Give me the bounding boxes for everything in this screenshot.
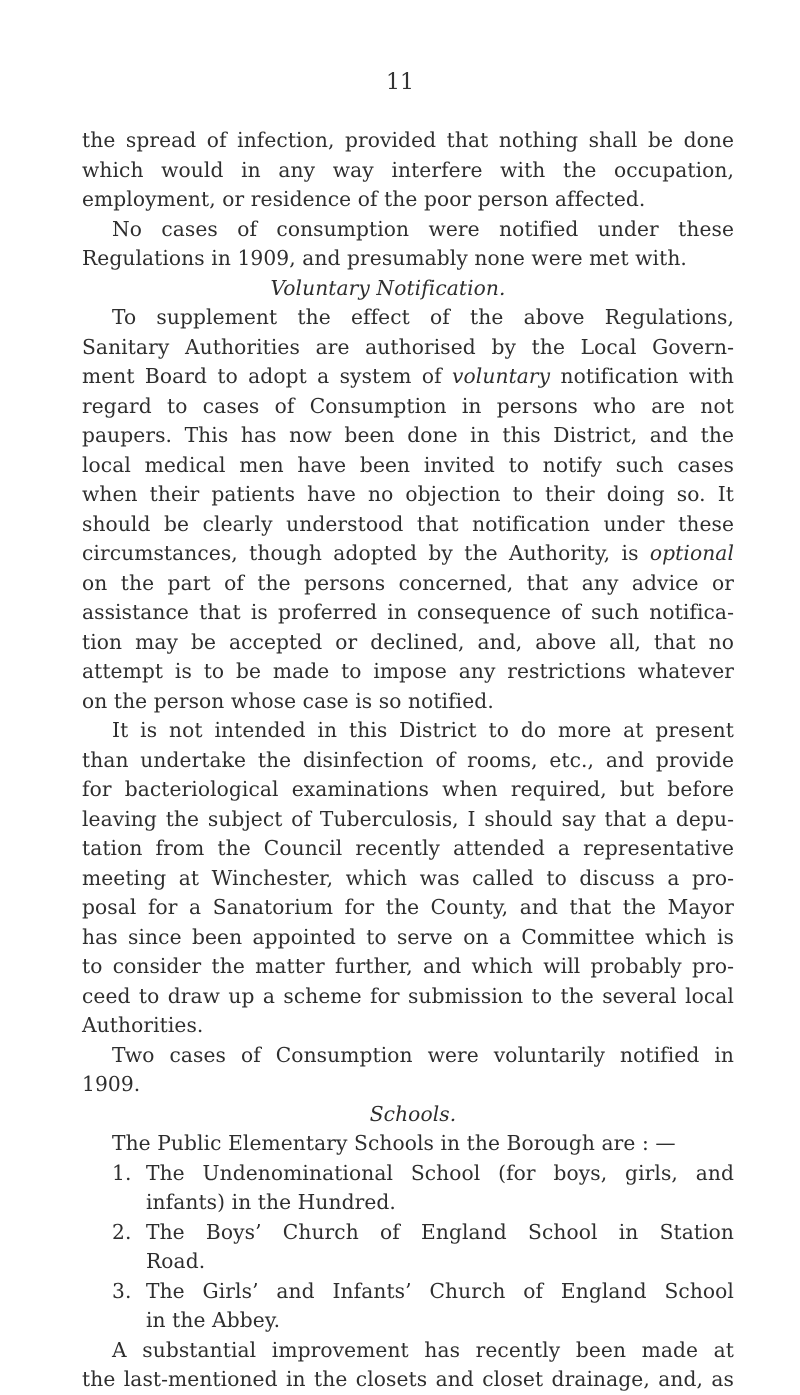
body-text <box>82 126 734 1395</box>
section-heading-schools: Schools. <box>369 1101 457 1126</box>
list-item <box>82 1218 734 1277</box>
list-item-text: The Girls’ and Infants’ Church of England School <box>146 1278 734 1303</box>
text-line: ceed to draw up a scheme for submission to the several local <box>82 983 734 1008</box>
list-item-continuation: Road. <box>146 1249 206 1273</box>
list-item-first-line <box>112 1277 734 1307</box>
list-item-continuation: infants) in the Hundred. <box>146 1190 396 1214</box>
text-line: which would in any way interfere with the occupation, <box>82 157 734 182</box>
paragraph-no-cases <box>82 215 734 274</box>
text-line: Regulations in 1909, and presumably none were met with. <box>82 246 687 270</box>
list-item <box>82 1159 734 1218</box>
text-line: The Public Elementary Schools in the Borough are : — <box>112 1131 676 1155</box>
text-line: Sanitary Authorities are authorised by the Local Govern- <box>82 334 734 359</box>
text-segment: notification with <box>550 364 735 388</box>
list-item-text: The Boys’ Church of England School in Station <box>146 1219 734 1244</box>
list-item <box>82 1277 734 1336</box>
page-number: 11 <box>386 70 414 95</box>
paragraph-two-cases <box>82 1041 734 1100</box>
text-line: on the part of the persons concerned, that any advice or <box>82 570 734 595</box>
text-line: Two cases of Consumption were voluntarily notified in <box>112 1042 734 1067</box>
text-line: Authorities. <box>82 1013 204 1037</box>
text-line: than undertake the disinfection of rooms, etc., and provide <box>82 747 734 772</box>
text-line: posal for a Sanatorium for the County, and that the Mayor <box>82 895 734 919</box>
text-line: regard to cases of Consumption in persons who are not <box>82 393 734 418</box>
text-line: when their patients have no objection to their doing so. It <box>82 482 734 506</box>
section-heading-voluntary-notification: Voluntary Notification. <box>270 275 506 300</box>
paragraph-infection-continuation <box>82 126 734 215</box>
text-line: the spread of infection, provided that nothing shall be done <box>82 128 734 152</box>
text-line: on the person whose case is so notified. <box>82 688 494 713</box>
list-item-text: The Undenominational School (for boys, girls, and <box>146 1160 734 1185</box>
list-item-first-line <box>112 1218 734 1248</box>
text-line: To supplement the effect of the above Regulations, <box>112 305 734 329</box>
list-item-number: 1. <box>112 1160 132 1185</box>
text-line: 1909. <box>82 1072 141 1096</box>
text-segment: circumstances, though adopted by the Authority, is <box>82 541 650 565</box>
paragraph-schools-list <box>82 1129 734 1336</box>
list-item-number: 2. <box>112 1219 132 1244</box>
text-line: for bacteriological examinations when required, but before <box>82 777 734 801</box>
text-line: tion may be accepted or declined, and, above all, that no <box>82 629 734 654</box>
text-line: has since been appointed to serve on a Committee which is <box>82 924 734 949</box>
text-line: the last-mentioned in the closets and closet drainage, and, as <box>82 1367 734 1391</box>
paragraph-voluntary-notification <box>82 303 734 716</box>
text-line <box>82 362 734 392</box>
text-line: It is not intended in this District to do more at present <box>112 718 734 742</box>
text-line: to consider the matter further, and which will probably pro- <box>82 954 734 978</box>
text-line: assistance that is proferred in consequence of such notifica- <box>82 600 734 624</box>
text-segment: ment Board to adopt a system of <box>82 364 453 388</box>
text-line: tation from the Council recently attended a representative <box>82 836 734 860</box>
text-line: A substantial improvement has recently been made at <box>112 1337 734 1362</box>
paragraph-improvement <box>82 1336 734 1395</box>
text-line: employment, or residence of the poor person affected. <box>82 187 646 211</box>
text-line: should be clearly understood that notification under these <box>82 511 734 536</box>
text-line: meeting at Winchester, which was called to discuss a pro- <box>82 865 734 890</box>
list-item-continuation: in the Abbey. <box>146 1308 281 1332</box>
list-item-first-line <box>112 1159 734 1189</box>
text-line: leaving the subject of Tuberculosis, I should say that a depu- <box>82 806 734 831</box>
paragraph-disinfection-sanatorium <box>82 716 734 1041</box>
text-line: local medical men have been invited to notify such cases <box>82 452 734 477</box>
emphasis-voluntary: voluntary <box>452 364 551 388</box>
text-line: paupers. This has now been done in this District, and the <box>82 423 734 447</box>
text-line <box>82 539 734 569</box>
emphasis-optional: optional <box>649 541 734 565</box>
text-line: No cases of consumption were notified under these <box>112 216 734 241</box>
list-item-number: 3. <box>112 1278 132 1303</box>
text-line: attempt is to be made to impose any restrictions whatever <box>82 659 734 683</box>
